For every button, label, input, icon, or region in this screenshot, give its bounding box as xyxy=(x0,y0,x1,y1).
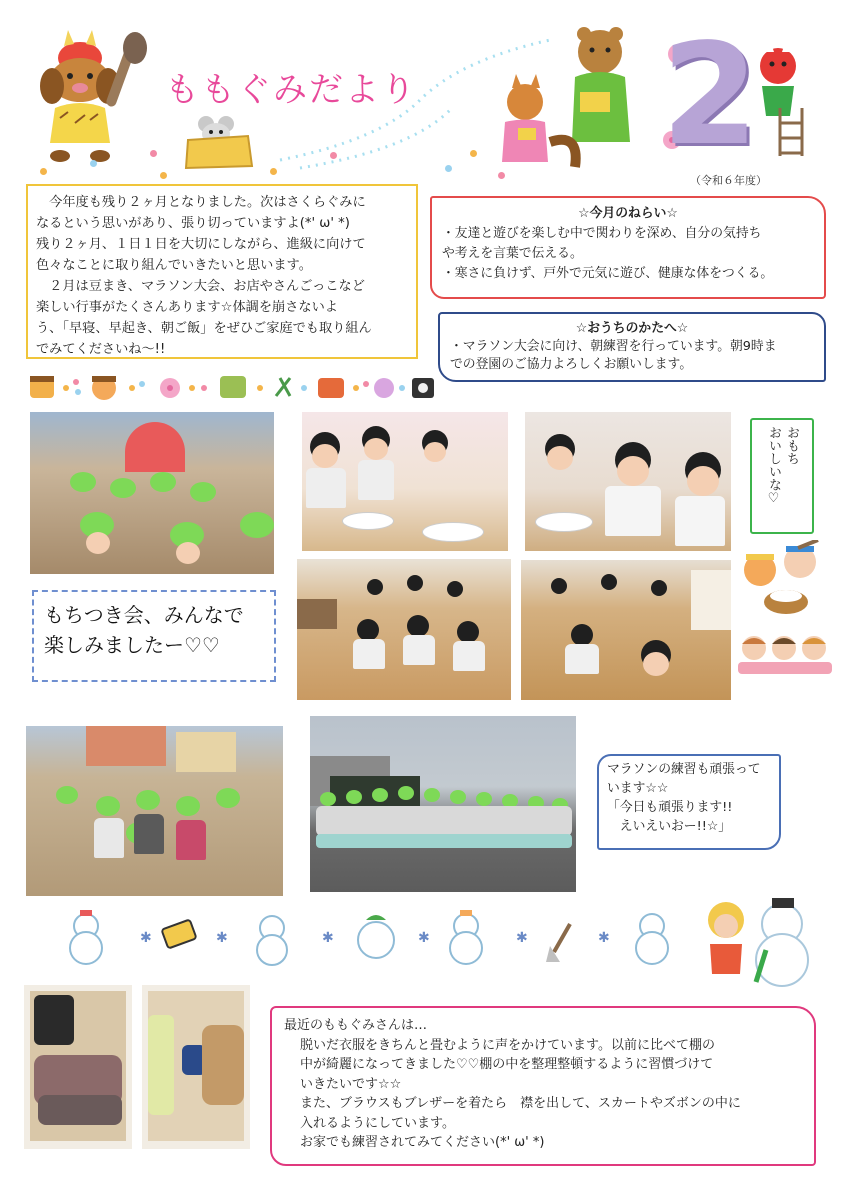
speech-bubble-oishii xyxy=(750,418,814,534)
intro-message-box xyxy=(26,184,418,359)
photo-children-cheering-group xyxy=(310,716,576,892)
divider-snowman-row xyxy=(60,906,700,966)
speech-col-2: おいしいな♡ xyxy=(766,426,781,506)
home-line: での登園のご協力よろしくお願いします。 xyxy=(450,357,693,372)
era-label: （令和６年度） xyxy=(690,174,767,187)
intro-line: 今年度も残り２ヶ月となりました。次はさくらぐみに xyxy=(36,195,366,210)
child-with-snowman-illustration xyxy=(696,890,816,990)
to-parents-heading: ☆おうちのかたへ☆ xyxy=(575,321,689,336)
photo-cubby-shelf-2 xyxy=(142,985,250,1149)
marathon-line: マラソンの練習も頑張って xyxy=(607,762,761,777)
marathon-line: 「今日も頑張ります!! xyxy=(607,800,733,815)
recent-line: 最近のももぐみさんは… xyxy=(284,1018,428,1033)
marathon-practice-note xyxy=(597,754,781,850)
svg-text:✱: ✱ xyxy=(516,930,528,946)
divider-bean-box-row xyxy=(28,372,438,402)
recent-line: 入れるようにしています。 xyxy=(300,1115,455,1131)
month-numeral: 2 xyxy=(661,14,759,177)
recent-class-note xyxy=(270,1006,816,1166)
mochi-caption-line: 楽しみましたー♡♡ xyxy=(44,633,220,657)
kids-eating-illustration xyxy=(738,630,832,676)
header-dots xyxy=(0,0,850,200)
photo-cubby-shelf-1 xyxy=(24,985,132,1149)
intro-line: でみてくださいね～!! xyxy=(36,342,166,357)
marathon-line: えいえいおー!!☆」 xyxy=(607,819,732,834)
intro-line: なるという思いがあり、張り切っていますよ(*' ω' *) xyxy=(36,216,350,231)
mochi-event-caption xyxy=(32,590,276,682)
photo-children-outdoors-green-hats xyxy=(30,412,274,574)
svg-text:✱: ✱ xyxy=(140,930,152,946)
intro-line: う、「早寝、早起き、朝ご飯」をぜひご家庭でも取り組ん xyxy=(36,321,372,336)
recent-line: お家でも練習されてみてください(*' ω' *) xyxy=(300,1135,545,1150)
intro-line: 色々なことに取り組んでいきたいと思います。 xyxy=(36,258,312,273)
aim-line: ・友達と遊びを楽しむ中で関わりを深め、自分の気持ち xyxy=(442,226,762,241)
to-parents-box xyxy=(438,312,826,382)
monthly-aim-box xyxy=(430,196,826,299)
aim-line: ・寒さに負けず、戸外で元気に遊び、健康な体をつくる。 xyxy=(442,266,774,281)
recent-line: いきたいです☆☆ xyxy=(300,1076,402,1092)
intro-line: 残り２ヶ月、１日１日を大切にしながら、進級に向けて xyxy=(36,237,366,252)
recent-line: 脱いだ衣服をきちんと畳むように声をかけています。以前に比べて棚の xyxy=(300,1037,715,1053)
photo-children-eating-in-hall-2 xyxy=(521,560,731,700)
mochi-caption-line: もちつき会、みんなで xyxy=(44,603,244,627)
intro-line: 楽しい行事がたくさんあります☆体調を崩さないよ xyxy=(36,300,338,315)
svg-text:✱: ✱ xyxy=(598,930,610,946)
recent-line: 中が綺麗になってきました♡♡棚の中を整理整頓するように習慣づけて xyxy=(300,1057,714,1072)
photo-children-eating-mochi-2 xyxy=(525,412,731,551)
photo-children-eating-in-hall-1 xyxy=(297,559,511,700)
photo-children-eating-mochi-1 xyxy=(302,412,508,551)
svg-text:✱: ✱ xyxy=(216,930,228,946)
page-title: ももぐみだより xyxy=(165,70,417,110)
recent-line: また、ブラウスもブレザーを着たら 襟を出して、スカートやズボンの中に xyxy=(300,1096,741,1111)
home-line: ・マラソン大会に向け、朝練習を行っています。朝9時ま xyxy=(450,339,777,354)
svg-text:✱: ✱ xyxy=(322,930,334,946)
kids-pounding-mochi-illustration xyxy=(738,540,828,616)
aim-line: や考えを言葉で伝える。 xyxy=(442,246,583,261)
photo-children-running-playground xyxy=(26,726,283,896)
intro-line: ２月は豆まき、マラソン大会、お店やさんごっこなど xyxy=(36,279,365,294)
svg-text:✱: ✱ xyxy=(418,930,430,946)
monthly-aim-heading: ☆今月のねらい☆ xyxy=(578,206,678,221)
marathon-line: います☆☆ xyxy=(607,781,669,796)
speech-col-1: おもち xyxy=(784,426,799,465)
